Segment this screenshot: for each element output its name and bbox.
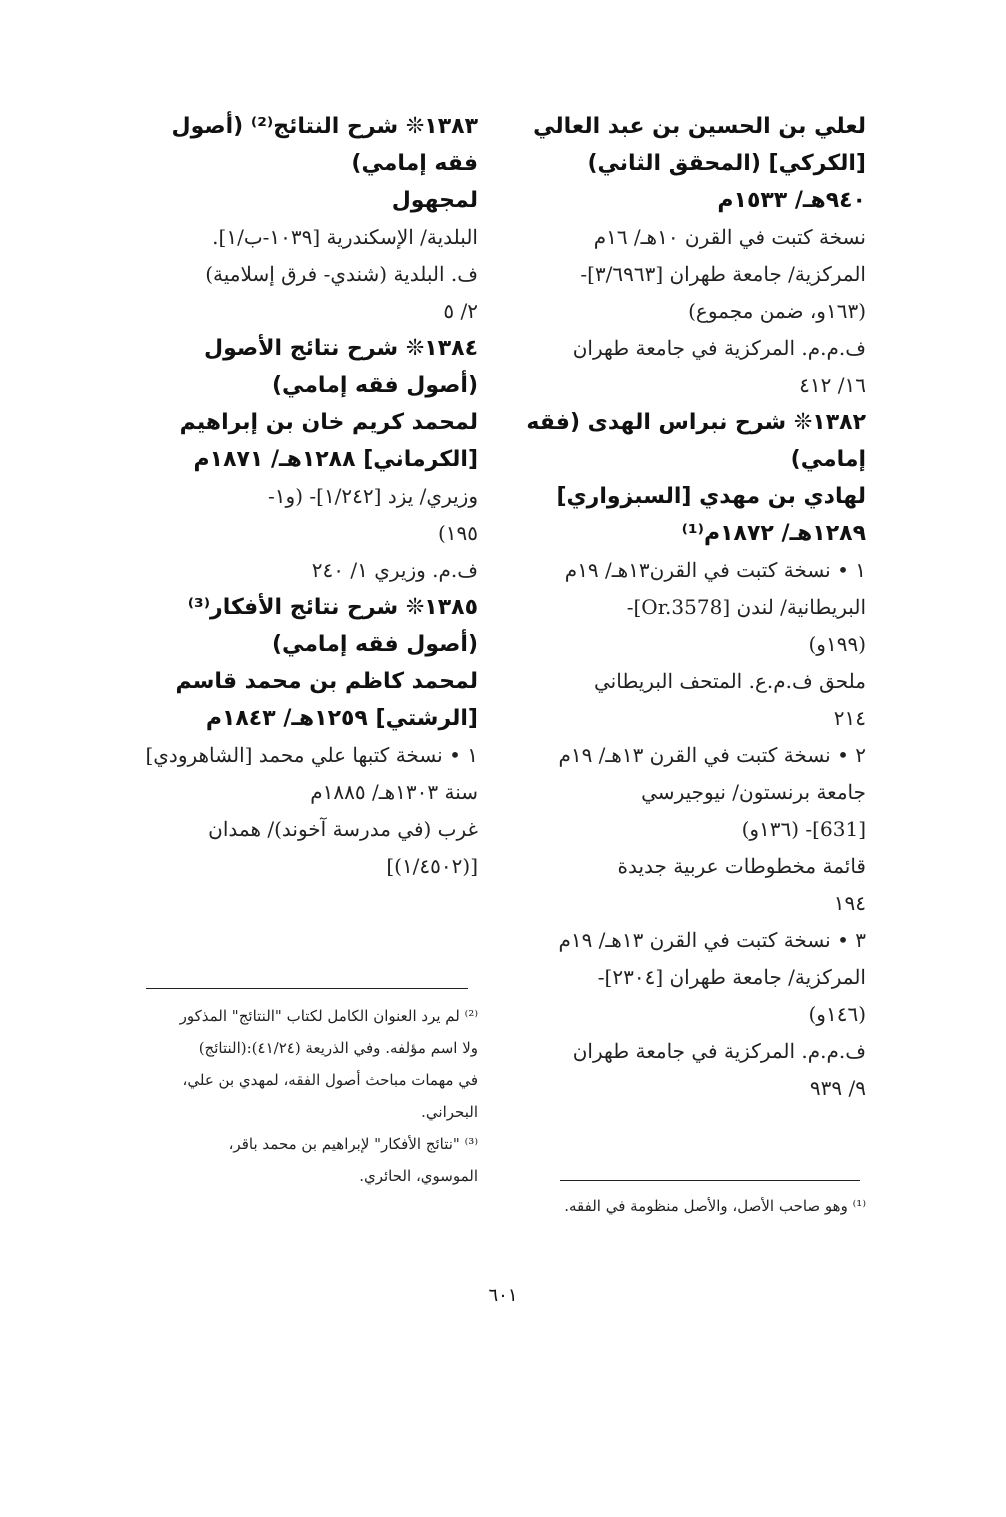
right-column-line: المركزية/ جامعة طهران [٣/٦٩٦٣]-: [580, 262, 866, 286]
right-column-line: لهادي بن مهدي [السبزواري]: [556, 484, 866, 509]
left-column-line: البلدية/ الإسكندرية [١٠٣٩-ب/١].: [212, 225, 478, 249]
right-column-line: ١٩٤: [833, 891, 866, 915]
left-column-line: [الكرماني] ١٢٨٨هـ/ ١٨٧١م: [193, 447, 478, 472]
left-column-line: غرب (في مدرسة آخوند)/ همدان: [208, 817, 478, 841]
right-column-line: ٢١٤: [833, 706, 866, 730]
right-column-line: ٩٤٠هـ/ ١٥٣٣م: [717, 188, 866, 213]
left-column-line: ف.م. وزيري ١/ ٢٤٠: [311, 558, 478, 582]
left-column-line: ١٩٥): [437, 521, 478, 545]
footnote-rule-left: [146, 988, 468, 989]
left-column-line: ١٣٨٥❊ شرح نتائج الأفكار⁽³⁾: [187, 595, 478, 620]
left-column-line: (أصول فقه إمامي): [272, 632, 478, 657]
left-column: [138, 108, 478, 885]
right-column-line: ٩/ ٩٣٩: [809, 1076, 866, 1100]
right-column-line: ملحق ف.م.ع. المتحف البريطاني: [593, 669, 866, 693]
left-column-line: [الرشتي] ١٢٥٩هـ/ ١٨٤٣م: [205, 706, 478, 731]
left-column-line: ١٣٨٣❊ شرح النتائج⁽²⁾ (أصول: [171, 114, 478, 139]
right-column-line: ١٣٨٢❊ شرح نبراس الهدى (فقه: [526, 410, 866, 435]
right-column-line: ف.م.م. المركزية في جامعة طهران: [572, 1039, 866, 1063]
footnote-line: الموسوي، الحائري.: [359, 1167, 478, 1185]
right-column-line: قائمة مخطوطات عربية جديدة: [617, 854, 866, 878]
right-column-line: المركزية/ جامعة طهران [٢٣٠٤]-: [597, 965, 866, 989]
left-column-line: لمجهول: [391, 188, 478, 213]
right-column-line: ف.م.م. المركزية في جامعة طهران: [572, 336, 866, 360]
footnote-line: ⁽¹⁾ وهو صاحب الأصل، والأصل منظومة في الفقه.: [564, 1197, 866, 1215]
right-column-line: (١٤٦و): [808, 1002, 866, 1026]
footnote-line: البحراني.: [421, 1103, 478, 1121]
left-column-line: ٢/ ٥: [443, 299, 478, 323]
right-column-line: جامعة برنستون/ نيوجيرسي: [641, 780, 866, 804]
left-column-line: [(١/٤٥٠٢)]: [386, 854, 478, 878]
left-column-line: وزيري/ يزد [١/٢٤٢]- (و١-: [268, 484, 478, 508]
footnote-line: ولا اسم مؤلفه. وفي الذريعة (٤١/٢٤):(النتائج): [198, 1039, 478, 1057]
right-column-line: ١٦/ ٤١٢: [799, 373, 866, 397]
right-column-line: لعلي بن الحسين بن عبد العالي: [533, 114, 866, 139]
left-column-line: (أصول فقه إمامي): [272, 373, 478, 398]
left-column-line: سنة ١٣٠٣هـ/ ١٨٨٥م: [310, 780, 478, 804]
left-column-line: ١ • نسخة كتبها علي محمد [الشاهرودي]: [145, 743, 478, 767]
footnote-line: في مهمات مباحث أصول الفقه، لمهدي بن علي،: [182, 1071, 478, 1089]
footnotes-right: [526, 1190, 866, 1222]
footnote-line: ⁽²⁾ لم يرد العنوان الكامل لكتاب "النتائج" المذكور: [179, 1007, 478, 1025]
left-column-line: ف. البلدية (شندي- فرق إسلامية): [205, 262, 478, 286]
right-column-line: ١٢٨٩هـ/ ١٨٧٢م⁽¹⁾: [681, 521, 866, 546]
footnote-line: ⁽³⁾ "نتائج الأفكار" لإبراهيم بن محمد باقر،: [228, 1135, 478, 1153]
right-column-line: (١٩٩و): [808, 632, 866, 656]
right-column-line: [631]- (١٣٦و): [741, 817, 866, 841]
footnote-rule-right: [560, 1180, 860, 1181]
left-column-line: فقه إمامي): [351, 151, 478, 176]
right-column: [526, 108, 866, 1107]
right-column-line: نسخة كتبت في القرن ١٠هـ/ ١٦م: [593, 225, 866, 249]
right-column-line: ١ • نسخة كتبت في القرن١٣هـ/ ١٩م: [564, 558, 866, 582]
footnotes-left: [138, 1000, 478, 1192]
right-column-line: ٣ • نسخة كتبت في القرن ١٣هـ/ ١٩م: [558, 928, 866, 952]
right-column-line: (١٦٣و، ضمن مجموع): [688, 299, 866, 323]
left-column-line: لمحمد كاظم بن محمد قاسم: [175, 669, 478, 694]
right-column-line: إمامي): [790, 447, 866, 472]
page-number: ٦٠١: [488, 1285, 518, 1306]
left-column-line: لمحمد كريم خان بن إبراهيم: [179, 410, 478, 435]
right-column-line: ٢ • نسخة كتبت في القرن ١٣هـ/ ١٩م: [558, 743, 866, 767]
right-column-line: [الكركي] (المحقق الثاني): [587, 151, 866, 176]
right-column-line: البريطانية/ لندن [Or.3578]-: [626, 595, 866, 619]
left-column-line: ١٣٨٤❊ شرح نتائج الأصول: [204, 336, 478, 361]
